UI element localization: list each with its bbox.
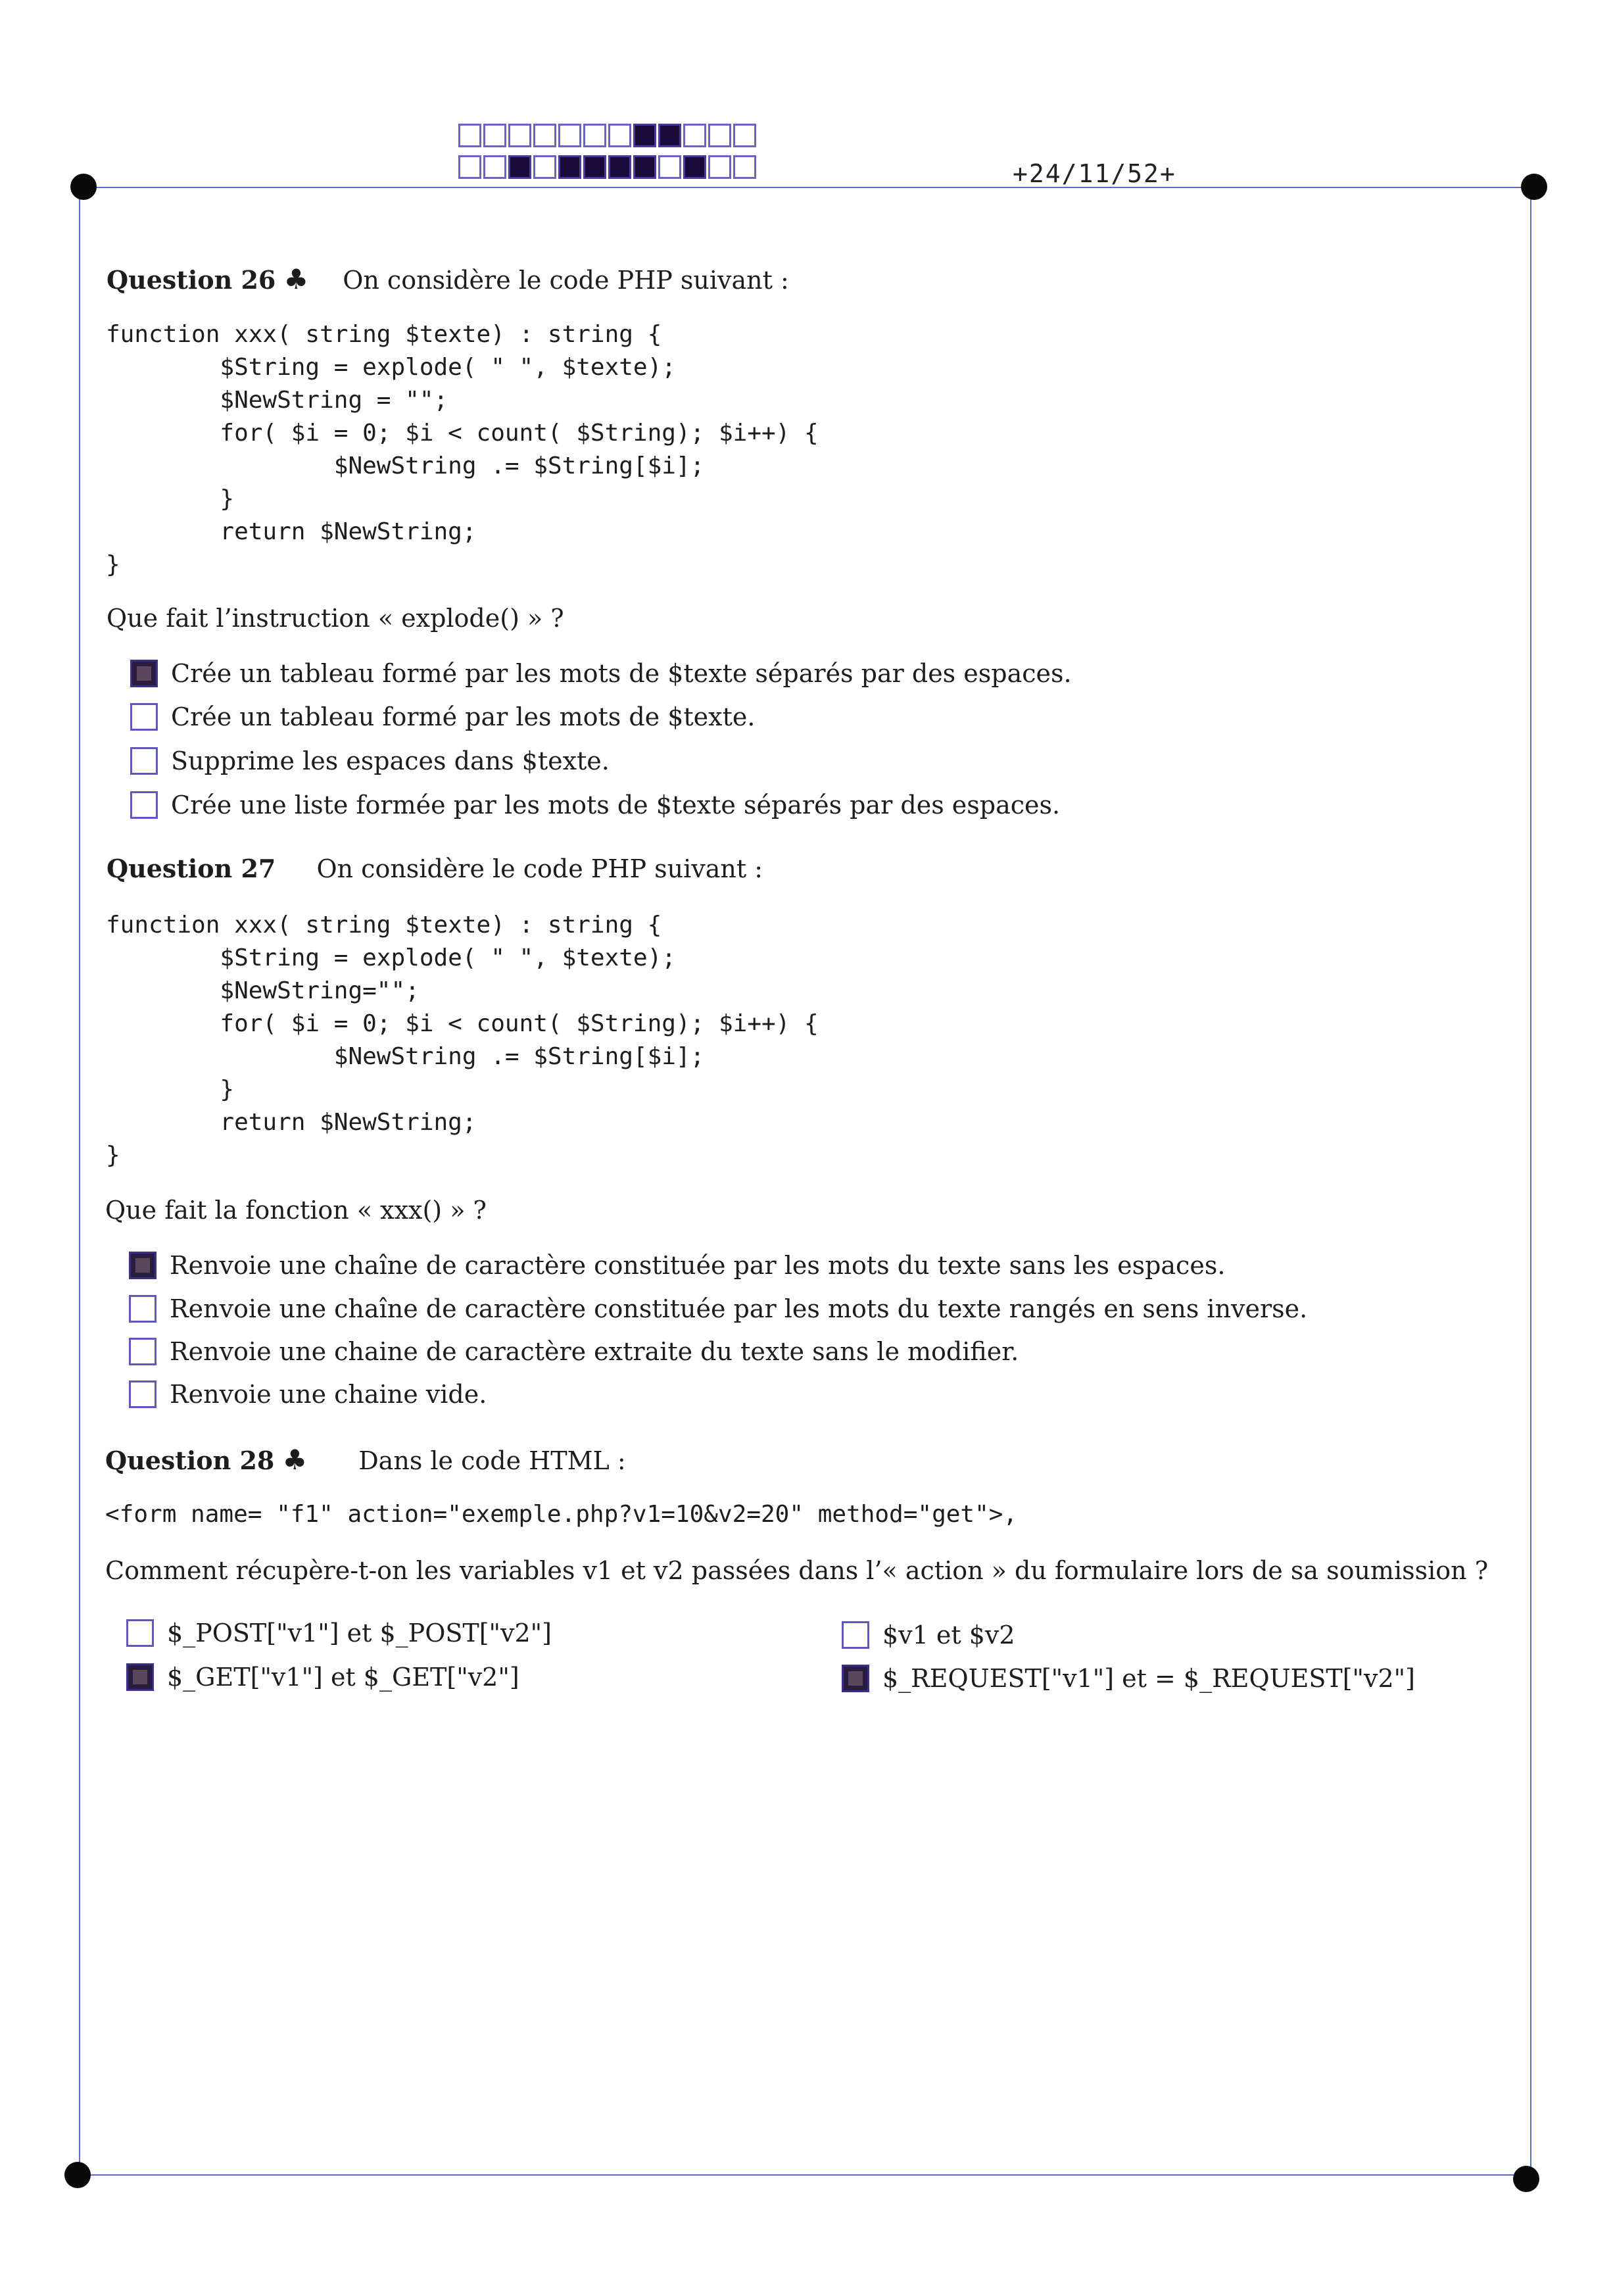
frame-right-line (1530, 187, 1531, 2174)
code-cell-empty (708, 155, 731, 179)
checkbox[interactable] (129, 1252, 156, 1279)
question-26-label: Question 26 (107, 265, 276, 295)
question-26-statement: On considère le code PHP suivant : (343, 266, 789, 295)
answer-text: $_REQUEST["v1"] et = $_REQUEST["v2"] (882, 1664, 1415, 1693)
question-26-answer-4[interactable] (130, 791, 1060, 819)
code-cell-empty (508, 124, 531, 147)
club-icon: ♣ (283, 263, 309, 295)
code-cell-filled (658, 124, 681, 147)
answer-text: Supprime les espaces dans $texte. (171, 746, 610, 775)
checkbox[interactable] (126, 1619, 154, 1647)
corner-mark-top-right (1521, 174, 1547, 200)
question-27-code: function xxx( string $texte) : string { $String = explode( " ", $texte); $NewString=""; for( $i = 0; $i < count( $String); $i++) { $NewString .= $String[$i]; } return $NewString; } (106, 912, 819, 1169)
code-cell-empty (583, 124, 606, 147)
checkbox[interactable] (130, 660, 158, 687)
question-28-answer-4[interactable] (842, 1664, 1415, 1693)
id-code-row-2 (458, 155, 756, 179)
page-id: +24/11/52+ (1013, 159, 1176, 188)
question-28-html-code: <form name= "f1" action="exemple.php?v1=10&v2=20" method="get">, (105, 1501, 1018, 1528)
question-27-header (107, 854, 763, 883)
question-28-answer-3[interactable] (126, 1663, 519, 1692)
answer-text: Renvoie une chaîne de caractère constituée par les mots du texte sans les espaces. (170, 1251, 1226, 1280)
question-26-answer-2[interactable] (130, 702, 755, 731)
answer-text: $_GET["v1"] et $_GET["v2"] (167, 1663, 519, 1692)
question-27-answer-2[interactable] (129, 1294, 1307, 1323)
question-26-code: function xxx( string $texte) : string { $String = explode( " ", $texte); $NewString = ""; for( $i = 0; $i < count( $String); $i++) { $NewString .= $String[$i]; } return $NewString; } (106, 321, 819, 578)
code-cell-empty (708, 124, 731, 147)
code-cell-empty (683, 124, 706, 147)
code-cell-empty (533, 124, 556, 147)
code-cell-filled (583, 155, 606, 179)
code-cell-empty (733, 155, 756, 179)
code-cell-filled (508, 155, 531, 179)
corner-mark-top-left (70, 174, 97, 200)
checkbox[interactable] (842, 1621, 869, 1649)
question-26-answer-1[interactable] (130, 659, 1072, 688)
code-cell-empty (533, 155, 556, 179)
question-27-statement: On considère le code PHP suivant : (316, 854, 763, 883)
question-27-answer-3[interactable] (129, 1337, 1019, 1366)
code-cell-filled (633, 155, 656, 179)
answer-text: Renvoie une chaine de caractère extraite du texte sans le modifier. (170, 1337, 1019, 1366)
code-cell-filled (633, 124, 656, 147)
corner-mark-bottom-left (64, 2162, 91, 2188)
question-28-header (105, 1444, 626, 1476)
question-27-prompt: Que fait la fonction « xxx() » ? (105, 1196, 487, 1225)
club-icon: ♣ (282, 1444, 308, 1476)
question-28-answer-2[interactable] (842, 1621, 1015, 1649)
code-cell-filled (683, 155, 706, 179)
answer-text: $v1 et $v2 (882, 1621, 1015, 1649)
answer-text: Crée un tableau formé par les mots de $texte séparés par des espaces. (171, 659, 1072, 688)
answer-text: Crée une liste formée par les mots de $texte séparés par des espaces. (171, 791, 1061, 819)
frame-top-line (83, 187, 1534, 188)
question-26-header (107, 263, 789, 295)
checkbox[interactable] (129, 1380, 156, 1408)
code-cell-filled (558, 155, 581, 179)
answer-text: $_POST["v1"] et $_POST["v2"] (167, 1619, 552, 1648)
answer-text: Renvoie une chaine vide. (170, 1380, 487, 1409)
code-cell-empty (458, 155, 481, 179)
answer-text: Renvoie une chaîne de caractère constituée par les mots du texte rangés en sens inverse. (170, 1294, 1308, 1323)
checkbox[interactable] (129, 1338, 156, 1365)
frame-left-line (79, 187, 80, 2174)
question-28-statement: Dans le code HTML : (358, 1446, 626, 1475)
question-28-label: Question 28 (105, 1446, 275, 1475)
question-27-answer-1[interactable] (129, 1251, 1225, 1280)
question-27-label: Question 27 (107, 854, 276, 883)
checkbox[interactable] (130, 747, 158, 775)
question-28-prompt: Comment récupère-t-on les variables v1 et v2 passées dans l’« action » du formulaire lors de sa soumission ? (105, 1556, 1489, 1585)
checkbox[interactable] (130, 703, 158, 731)
checkbox[interactable] (130, 791, 158, 819)
checkbox[interactable] (129, 1295, 156, 1323)
code-cell-empty (733, 124, 756, 147)
checkbox[interactable] (126, 1663, 154, 1691)
code-cell-empty (558, 124, 581, 147)
question-28-answer-1[interactable] (126, 1619, 552, 1648)
code-cell-empty (608, 124, 631, 147)
code-cell-empty (483, 124, 506, 147)
answer-text: Crée un tableau formé par les mots de $texte. (171, 702, 756, 731)
question-26-prompt: Que fait l’instruction « explode() » ? (107, 604, 564, 633)
code-cell-empty (458, 124, 481, 147)
question-27-answer-4[interactable] (129, 1380, 487, 1409)
id-code-row-1 (458, 124, 756, 147)
code-cell-empty (658, 155, 681, 179)
code-cell-empty (483, 155, 506, 179)
checkbox[interactable] (842, 1665, 869, 1692)
question-26-answer-3[interactable] (130, 746, 610, 775)
corner-mark-bottom-right (1513, 2166, 1539, 2192)
code-cell-filled (608, 155, 631, 179)
frame-bottom-line (76, 2174, 1527, 2176)
